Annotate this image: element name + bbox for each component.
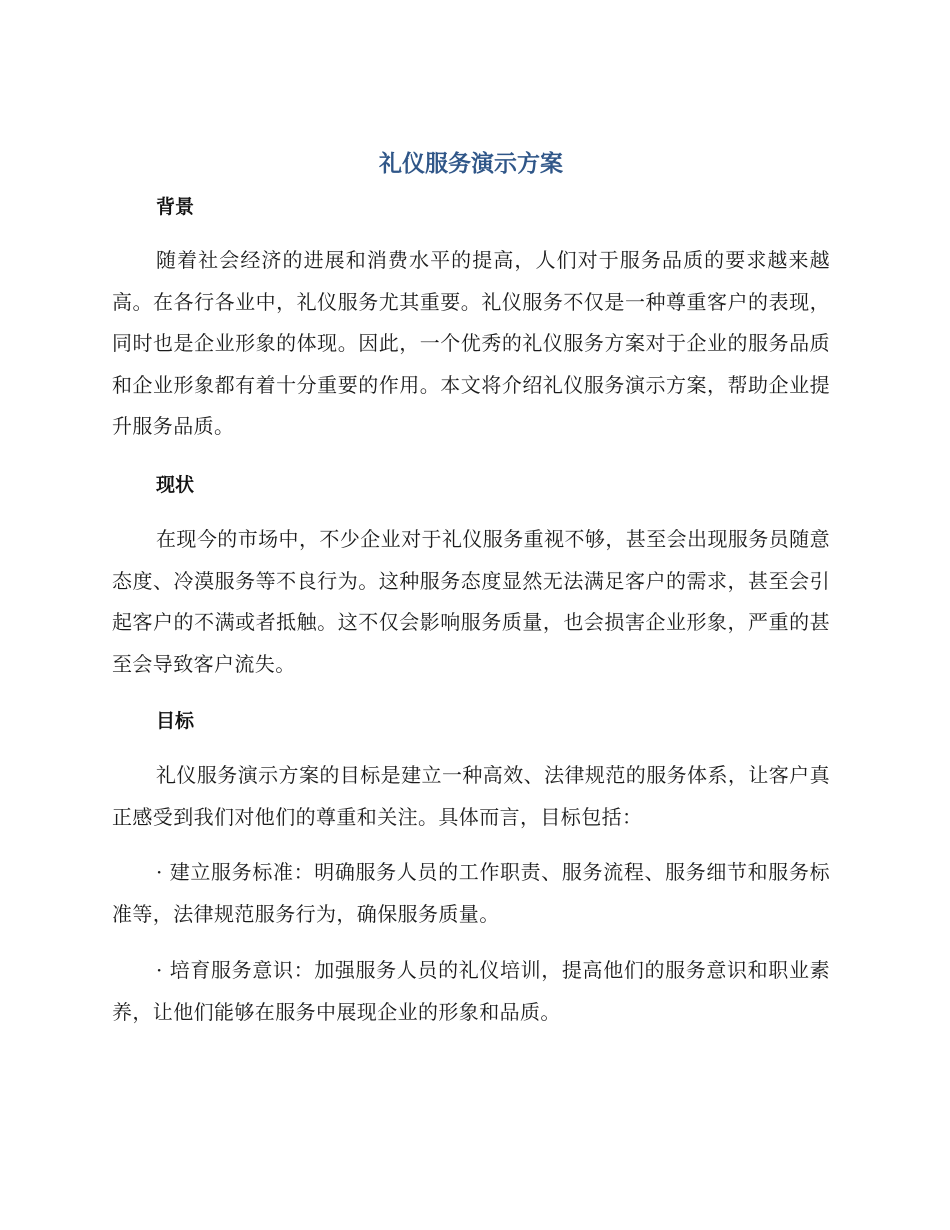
section-heading-goal: 目标 [156,710,195,732]
paragraph-goal-intro: 礼仪服务演示方案的目标是建立一种高效、法律规范的服务体系，让客户真正感受到我们对他们的尊重和关注。具体而言，目标包括： [112,763,830,829]
paragraph-status: 在现今的市场中，不少企业对于礼仪服务重视不够，甚至会出现服务员随意态度、冷漠服务等不良行为。这种服务态度显然无法满足客户的需求，甚至会引起客户的不满或者抵触。这不仅会影响服务质量，也会损害企业形象，严重的甚至会导致客户流失。 [112,527,830,676]
section-heading-status: 现状 [156,474,195,496]
document-title: 礼仪服务演示方案 [379,151,563,177]
list-item-service-standard: · 建立服务标准：明确服务人员的工作职责、服务流程、服务细节和服务标准等，法律规范服务行为，确保服务质量。 [112,860,830,926]
paragraph-background: 随着社会经济的进展和消费水平的提高，人们对于服务品质的要求越来越高。在各行各业中，礼仪服务尤其重要。礼仪服务不仅是一种尊重客户的表现，同时也是企业形象的体现。因此，一个优秀的礼仪服务方案对于企业的服务品质和企业形象都有着十分重要的作用。本文将介绍礼仪服务演示方案，帮助企业提升服务品质。 [112,248,830,438]
section-heading-background: 背景 [156,196,195,218]
list-item-service-awareness: · 培育服务意识：加强服务人员的礼仪培训，提高他们的服务意识和职业素养，让他们能够在服务中展现企业的形象和品质。 [112,958,830,1024]
